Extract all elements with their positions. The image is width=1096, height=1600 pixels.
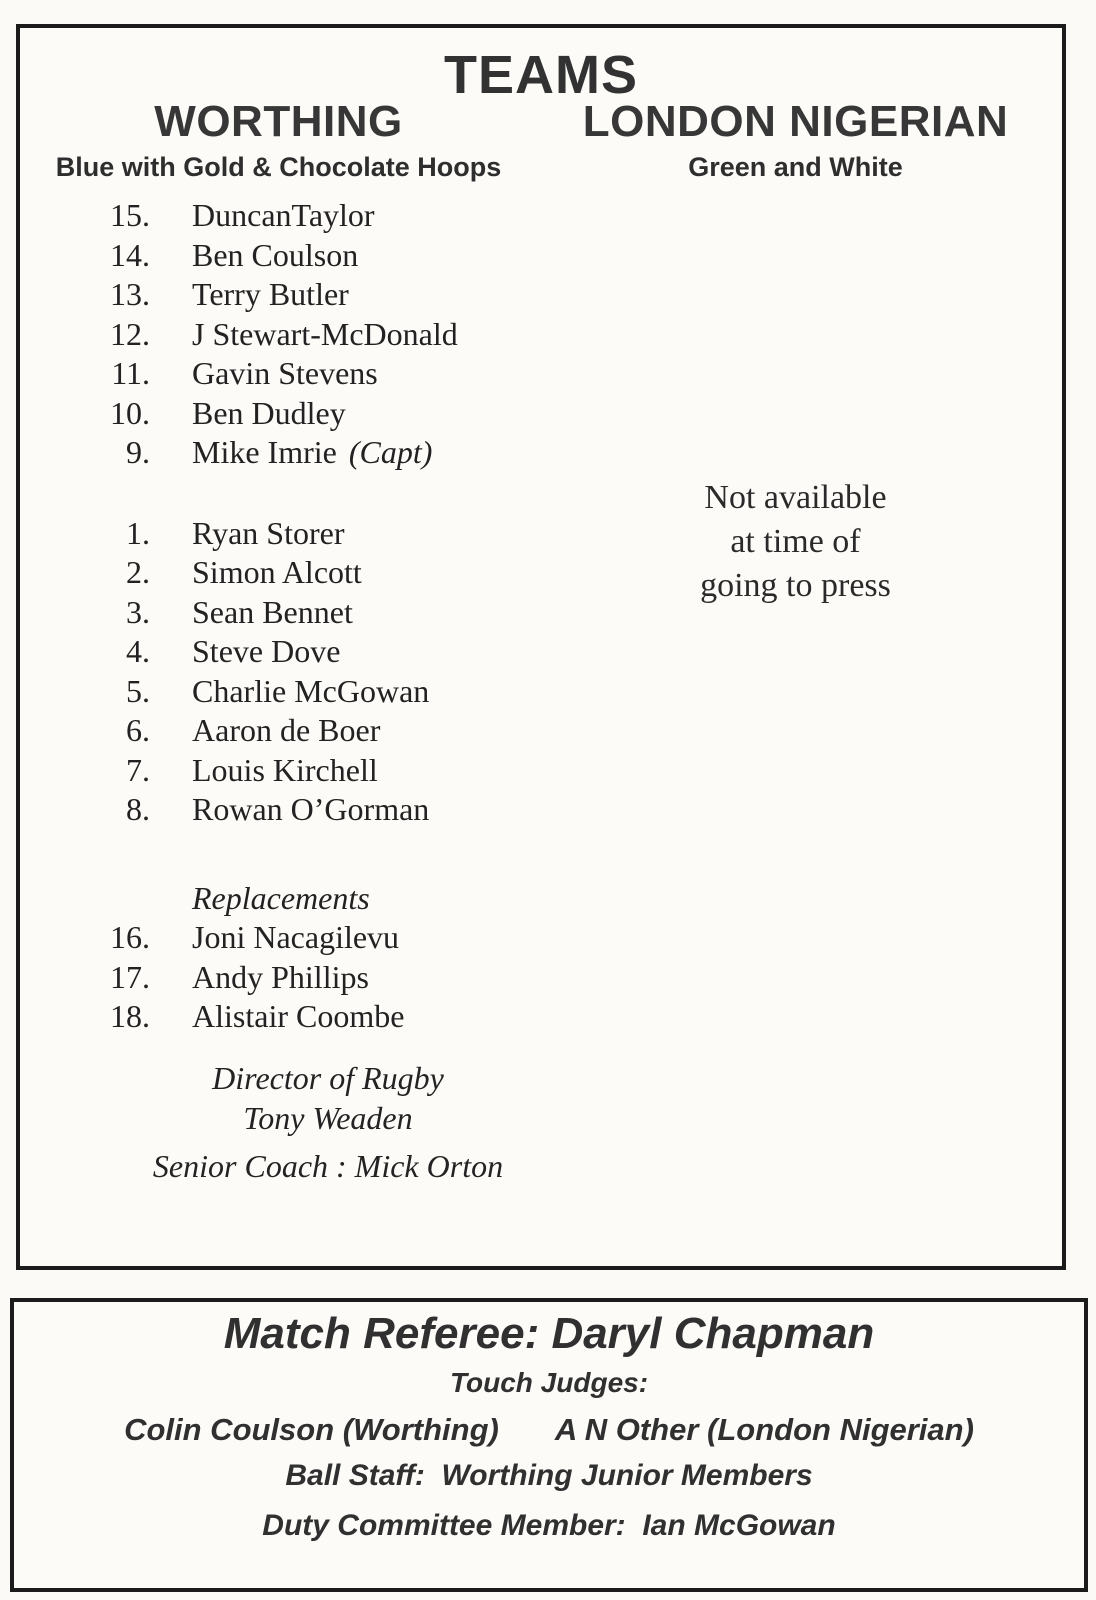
- touch-judges-line: [14, 1410, 1084, 1450]
- player-number: 14.: [110, 236, 150, 273]
- player-number: 5.: [126, 672, 150, 709]
- player-name: Ben Coulson: [192, 236, 359, 273]
- player-name: Charlie McGowan: [192, 672, 430, 709]
- player-row: [20, 514, 537, 554]
- player-name: Mike Imrie: [192, 434, 337, 470]
- notice-line: going to press: [700, 567, 891, 604]
- player-name: Aaron de Boer: [192, 712, 381, 748]
- away-team-header: [537, 97, 1054, 183]
- officials-box: [10, 1298, 1088, 1592]
- away-team-strip: Green and White: [688, 152, 903, 182]
- player-number: 10.: [110, 394, 150, 431]
- player-name: DuncanTaylor: [192, 197, 375, 233]
- backs-group: [20, 196, 537, 473]
- match-referee-line: Match Referee: Daryl Chapman: [223, 1309, 875, 1358]
- player-row: [20, 236, 537, 276]
- player-row: [20, 997, 537, 1037]
- notice-line: Not available: [704, 479, 887, 516]
- player-number: 15.: [110, 197, 150, 233]
- player-name: Andy Phillips: [192, 958, 369, 995]
- away-team-name: LONDON NIGERIAN: [582, 97, 1009, 146]
- teams-box: [16, 24, 1066, 1270]
- player-row: [20, 394, 537, 434]
- player-number: 9.: [126, 434, 150, 470]
- player-name: Ryan Storer: [192, 514, 345, 551]
- player-number: 7.: [126, 751, 150, 788]
- player-name: Rowan O’Gorman: [192, 791, 430, 827]
- player-row: [20, 593, 537, 633]
- player-name: Alistair Coombe: [192, 998, 405, 1034]
- player-name: Simon Alcott: [192, 554, 362, 590]
- player-number: 11.: [111, 355, 150, 391]
- replacements-group: [20, 918, 537, 1037]
- player-row: [20, 632, 537, 672]
- player-number: 13.: [110, 276, 150, 312]
- home-roster: [20, 196, 537, 1037]
- captain-note: (Capt): [348, 434, 433, 470]
- forwards-group: [20, 514, 537, 830]
- player-number: 12.: [110, 315, 150, 352]
- replacements-heading: Replacements: [192, 879, 370, 916]
- player-name: J Stewart-McDonald: [192, 315, 458, 352]
- player-row: [20, 790, 537, 830]
- player-row: [20, 553, 537, 593]
- player-row: [20, 958, 537, 998]
- player-name: Terry Butler: [192, 276, 349, 312]
- home-team-header: [20, 97, 537, 183]
- player-number: 17.: [110, 958, 150, 995]
- duty-member-line: Duty Committee Member: Ian McGowan: [262, 1509, 836, 1542]
- ball-staff-line: Ball Staff: Worthing Junior Members: [285, 1459, 813, 1492]
- player-name: Louis Kirchell: [192, 751, 378, 788]
- touch-judges-label: Touch Judges:: [449, 1367, 649, 1398]
- player-row: [20, 672, 537, 712]
- player-row: [20, 433, 537, 473]
- home-team-name: WORTHING: [154, 97, 403, 146]
- player-number: 18.: [110, 998, 150, 1034]
- player-row: [20, 751, 537, 791]
- director-title-line: Director of Rugby: [212, 1060, 444, 1096]
- player-row: [20, 918, 537, 958]
- director-name-line: Tony Weaden: [243, 1100, 413, 1136]
- player-name: Sean Bennet: [192, 593, 353, 630]
- player-row: [20, 196, 537, 236]
- player-number: 16.: [110, 919, 150, 955]
- senior-coach-line: Senior Coach : Mick Orton: [152, 1148, 504, 1184]
- player-number: 6.: [126, 712, 150, 748]
- player-name: Joni Nacagilevu: [192, 919, 400, 955]
- player-number: 2.: [126, 554, 150, 590]
- player-number: 1.: [126, 514, 150, 551]
- player-row: [20, 275, 537, 315]
- notice-line: at time of: [730, 523, 861, 560]
- player-name: Ben Dudley: [192, 394, 346, 431]
- home-team-strip: Blue with Gold & Chocolate Hoops: [55, 152, 502, 182]
- player-name: Steve Dove: [192, 633, 341, 669]
- player-number: 8.: [126, 791, 150, 827]
- player-name: Gavin Stevens: [192, 355, 378, 391]
- touch-judge-away: A N Other (London Nigerian): [554, 1412, 974, 1447]
- page-title: TEAMS: [444, 45, 638, 105]
- player-row: [20, 315, 537, 355]
- touch-judge-home: Colin Coulson (Worthing): [124, 1412, 499, 1447]
- staff-block: [28, 1058, 628, 1186]
- player-number: 4.: [126, 633, 150, 669]
- player-row: [20, 354, 537, 394]
- player-number: 3.: [126, 593, 150, 630]
- player-row: [20, 711, 537, 751]
- away-roster-notice: [537, 476, 1054, 608]
